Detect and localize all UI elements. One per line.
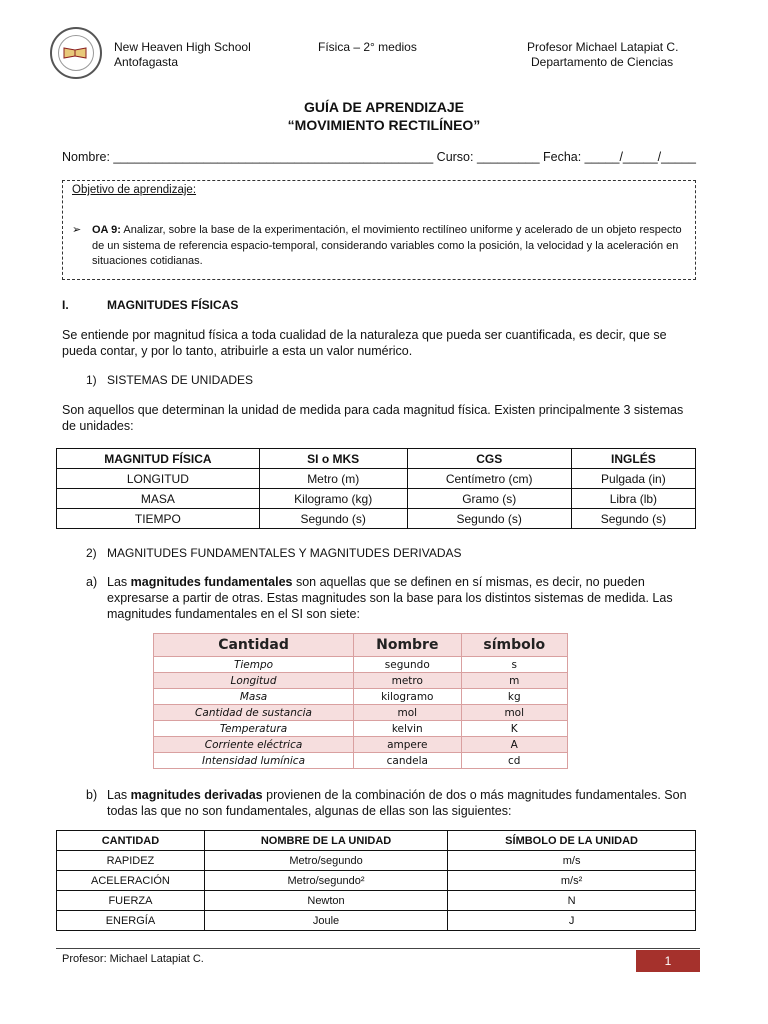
item-a-text: Las magnitudes fundamentales son aquellas que se definen en sí mismas, es decir, no pueden expresarse a partir de otras. Estas magnitudes son la base para los distintos sistemas de medida. Las magnitudes fundamentales en el SI son siete: bbox=[107, 575, 673, 621]
table-cell: Masa bbox=[154, 689, 354, 705]
book-icon bbox=[63, 45, 87, 59]
table-cell: kg bbox=[461, 689, 568, 705]
table-cell: m/s² bbox=[448, 871, 696, 891]
table-cell: metro bbox=[354, 673, 461, 689]
table-header-cell: SI o MKS bbox=[259, 449, 407, 469]
table-row bbox=[154, 689, 568, 705]
table-cell: K bbox=[461, 721, 568, 737]
table-cell: Segundo (s) bbox=[407, 509, 571, 529]
footer-teacher: Profesor: Michael Latapiat C. bbox=[62, 953, 204, 965]
table-row bbox=[57, 851, 696, 871]
item-b-text: Las magnitudes derivadas provienen de la combinación de dos o más magnitudes fundamentales. Son todas las que no son fundamentales, algunas de ellas son las siguientes: bbox=[107, 788, 687, 818]
table-row bbox=[57, 891, 696, 911]
table-row bbox=[154, 673, 568, 689]
table-row bbox=[154, 721, 568, 737]
units-systems-table bbox=[56, 448, 696, 529]
table-cell: J bbox=[448, 911, 696, 931]
table-cell: Corriente eléctrica bbox=[154, 737, 354, 753]
school-name: New Heaven High School bbox=[114, 40, 251, 54]
page-subtitle: “MOVIMIENTO RECTILÍNEO” bbox=[287, 117, 481, 133]
objective-text bbox=[72, 223, 684, 270]
table-header-cell: SÍMBOLO DE LA UNIDAD bbox=[448, 831, 696, 851]
table-cell: Kilogramo (kg) bbox=[259, 489, 407, 509]
school-logo bbox=[50, 27, 102, 79]
table-cell: Centímetro (cm) bbox=[407, 469, 571, 489]
table-header-cell: Cantidad bbox=[154, 634, 354, 657]
table-cell: ACELERACIÓN bbox=[57, 871, 205, 891]
student-info-line: Nombre: ______________________________________________ Curso: _________ Fecha: _____/_____/_____ bbox=[62, 150, 696, 164]
arrow-bullet-icon: ➢ bbox=[72, 224, 82, 236]
table-row bbox=[57, 489, 696, 509]
derived-magnitudes-table bbox=[56, 830, 696, 931]
table-row bbox=[57, 509, 696, 529]
subsection-text: Son aquellos que determinan la unidad de medida para cada magnitud física. Existen principalmente 3 sistemas de unidades: bbox=[62, 403, 684, 433]
table-row bbox=[154, 705, 568, 721]
table-header-cell: CGS bbox=[407, 449, 571, 469]
table-header-cell: INGLÉS bbox=[571, 449, 695, 469]
table-cell: Newton bbox=[204, 891, 447, 911]
table-cell: Tiempo bbox=[154, 657, 354, 673]
table-cell: Metro/segundo bbox=[204, 851, 447, 871]
table-cell: FUERZA bbox=[57, 891, 205, 911]
table-cell: kilogramo bbox=[354, 689, 461, 705]
table-cell: Metro (m) bbox=[259, 469, 407, 489]
table-cell: Libra (lb) bbox=[571, 489, 695, 509]
table-header-cell: CANTIDAD bbox=[57, 831, 205, 851]
table-header-cell: símbolo bbox=[461, 634, 568, 657]
table-cell: mol bbox=[354, 705, 461, 721]
table-cell: LONGITUD bbox=[57, 469, 260, 489]
school-city: Antofagasta bbox=[114, 55, 179, 69]
section-title: MAGNITUDES FÍSICAS bbox=[107, 298, 239, 312]
table-cell: segundo bbox=[354, 657, 461, 673]
objective-code: OA 9: bbox=[92, 224, 121, 236]
table-header-row bbox=[154, 634, 568, 657]
table-row bbox=[57, 911, 696, 931]
table-header-cell: Nombre bbox=[354, 634, 461, 657]
table-cell: ampere bbox=[354, 737, 461, 753]
section-intro: Se entiende por magnitud física a toda cualidad de la naturaleza que pueda ser cuantificada, es decir, que se pueda contar, y por lo tanto, atribuirle a esta un valor numérico. bbox=[62, 328, 667, 358]
table-cell: TIEMPO bbox=[57, 509, 260, 529]
teacher-name: Profesor Michael Latapiat C. bbox=[527, 40, 679, 54]
department: Departamento de Ciencias bbox=[531, 55, 674, 69]
table-cell: N bbox=[448, 891, 696, 911]
objective-label: Objetivo de aprendizaje: bbox=[72, 184, 197, 196]
page-title: GUÍA DE APRENDIZAJE bbox=[304, 99, 464, 115]
table-cell: cd bbox=[461, 753, 568, 769]
table-header-cell: NOMBRE DE LA UNIDAD bbox=[204, 831, 447, 851]
table-cell: s bbox=[461, 657, 568, 673]
table-cell: RAPIDEZ bbox=[57, 851, 205, 871]
item-a-bold-term: magnitudes fundamentales bbox=[130, 575, 293, 589]
subsection-title: MAGNITUDES FUNDAMENTALES Y MAGNITUDES DERIVADAS bbox=[107, 546, 462, 560]
table-cell: Pulgada (in) bbox=[571, 469, 695, 489]
objective-description: Analizar, sobre la base de la experimentación, el movimiento rectilíneo uniforme y acelerado de un objeto respecto de un sistema de referencia espacio-temporal, considerando variables como la posición, la velocidad y la aceleración en situaciones cotidianas. bbox=[92, 224, 682, 267]
table-cell: Longitud bbox=[154, 673, 354, 689]
table-cell: Metro/segundo² bbox=[204, 871, 447, 891]
table-cell: Segundo (s) bbox=[571, 509, 695, 529]
subsection-title: SISTEMAS DE UNIDADES bbox=[107, 373, 254, 387]
item-letter: a) bbox=[86, 575, 98, 589]
table-cell: MASA bbox=[57, 489, 260, 509]
table-row bbox=[154, 657, 568, 673]
table-cell: mol bbox=[461, 705, 568, 721]
section-number: I. bbox=[62, 298, 69, 312]
table-header-cell: MAGNITUD FÍSICA bbox=[57, 449, 260, 469]
table-cell: Joule bbox=[204, 911, 447, 931]
table-cell: Segundo (s) bbox=[259, 509, 407, 529]
footer-divider bbox=[56, 948, 700, 949]
table-cell: Temperatura bbox=[154, 721, 354, 737]
table-cell: Intensidad lumínica bbox=[154, 753, 354, 769]
table-cell: m/s bbox=[448, 851, 696, 871]
item-b-bold-term: magnitudes derivadas bbox=[130, 788, 263, 802]
page-number: 1 bbox=[636, 950, 700, 972]
subject: Física – 2° medios bbox=[318, 40, 417, 54]
table-cell: Gramo (s) bbox=[407, 489, 571, 509]
table-cell: candela bbox=[354, 753, 461, 769]
table-header-row bbox=[57, 831, 696, 851]
table-header-row bbox=[57, 449, 696, 469]
item-letter: b) bbox=[86, 788, 98, 802]
table-cell: ENERGÍA bbox=[57, 911, 205, 931]
table-row bbox=[57, 469, 696, 489]
fundamental-magnitudes-table bbox=[153, 633, 568, 769]
table-row bbox=[154, 753, 568, 769]
table-row bbox=[57, 871, 696, 891]
table-cell: m bbox=[461, 673, 568, 689]
subsection-number: 2) bbox=[86, 546, 97, 560]
table-cell: A bbox=[461, 737, 568, 753]
table-cell: kelvin bbox=[354, 721, 461, 737]
table-cell: Cantidad de sustancia bbox=[154, 705, 354, 721]
table-row bbox=[154, 737, 568, 753]
subsection-number: 1) bbox=[86, 373, 97, 387]
